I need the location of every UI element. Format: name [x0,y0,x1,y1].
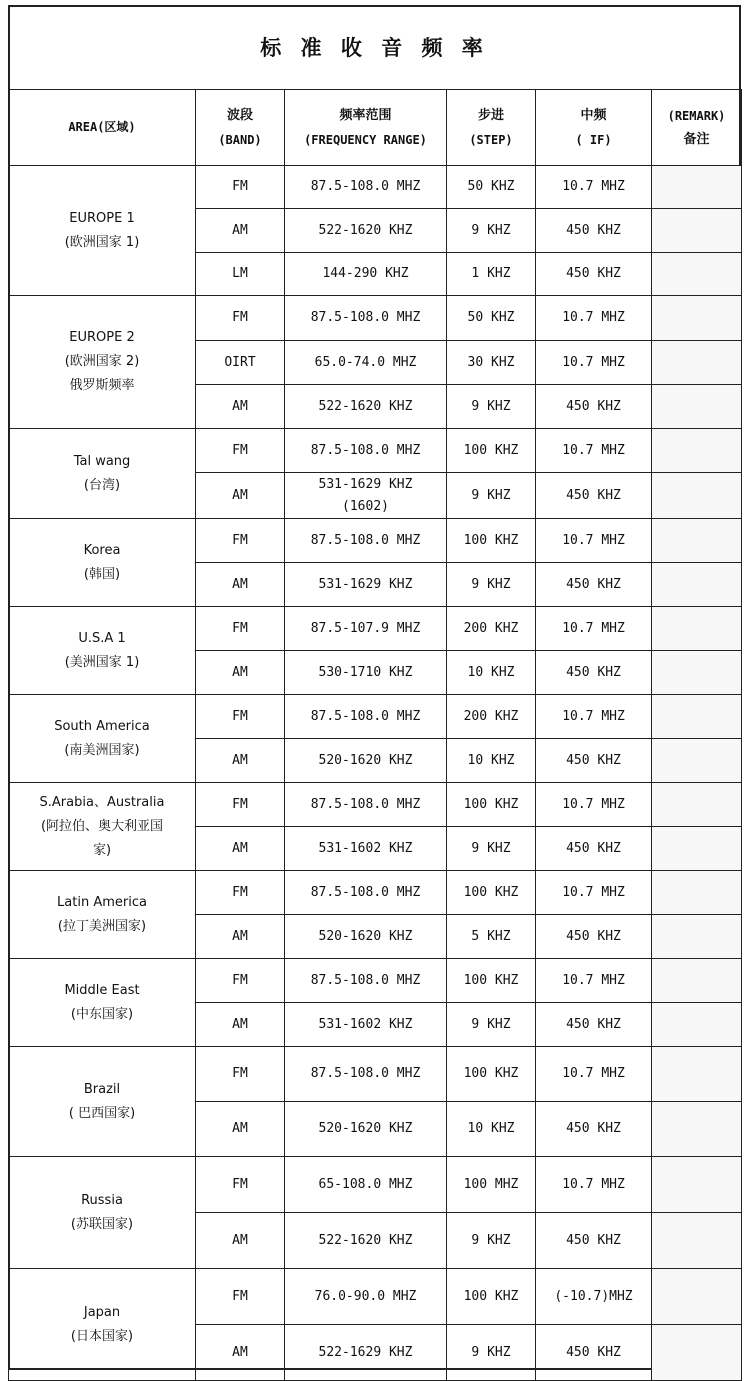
header-frequency-range: 频率范围 (FREQUENCY RANGE) [285,90,447,166]
band-cell: AM [196,827,285,871]
area-cell [9,607,196,695]
header-area: AREA(区域) [9,90,196,166]
if-cell: 450 KHZ [536,1102,652,1157]
area-line: 家) [92,842,112,858]
if-cell: (-10.7)MHZ [536,1269,652,1325]
area-cell [9,871,196,959]
remark-cell [652,607,742,651]
step-cell: 9 KHZ [447,1213,536,1269]
area-line: Japan [83,1304,121,1320]
frequency-range-cell: 520-1620 KHZ [285,1102,447,1157]
if-cell: 450 KHZ [536,827,652,871]
table-row [9,871,742,915]
header-if: 中频 ( IF) [536,90,652,166]
if-cell: 450 KHZ [536,209,652,253]
band-cell: FM [196,519,285,563]
band-cell: AM [196,473,285,519]
header-step: 步进 (STEP) [447,90,536,166]
if-cell: 450 KHZ [536,651,652,695]
step-cell: 200 KHZ [447,607,536,651]
area-line: Middle East [64,982,140,998]
step-cell: 9 KHZ [447,563,536,607]
if-cell: 10.7 MHZ [536,1047,652,1102]
frequency-range-cell: 87.5-108.0 MHZ [285,166,447,209]
table-row [9,1047,742,1102]
step-cell: 100 KHZ [447,871,536,915]
step-cell: 5 KHZ [447,915,536,959]
remark-cell [652,519,742,563]
area-line: Russia [81,1192,123,1208]
if-cell: 10.7 MHZ [536,959,652,1003]
frequency-range-cell: 87.5-108.0 MHZ [285,783,447,827]
remark-cell [652,871,742,915]
area-line: Tal wang [73,453,131,469]
band-cell: FM [196,166,285,209]
if-cell: 450 KHZ [536,1003,652,1047]
step-cell: 9 KHZ [447,1003,536,1047]
remark-cell [652,651,742,695]
band-cell: FM [196,429,285,473]
if-cell: 450 KHZ [536,739,652,783]
area-cell [9,1157,196,1269]
table-row [9,607,742,651]
table-row [9,783,742,827]
frequency-range-cell: 530-1710 KHZ [285,651,447,695]
if-cell: 450 KHZ [536,915,652,959]
header-remark: (REMARK) 备注 [652,90,742,166]
band-cell: AM [196,1213,285,1269]
remark-cell [652,296,742,341]
step-cell: 50 KHZ [447,166,536,209]
if-cell: 450 KHZ [536,253,652,296]
area-cell [9,1047,196,1157]
remark-cell [652,563,742,607]
band-cell: AM [196,1102,285,1157]
band-cell: FM [196,1047,285,1102]
table-row [9,519,742,563]
area-line: Latin America [57,894,147,910]
area-cell [9,429,196,519]
table-row [9,166,742,209]
step-cell: 30 KHZ [447,341,536,385]
band-cell: FM [196,783,285,827]
if-cell: 10.7 MHZ [536,519,652,563]
step-cell: 100 KHZ [447,959,536,1003]
if-cell: 450 KHZ [536,473,652,519]
band-cell: AM [196,1003,285,1047]
area-line: (阿拉伯、奥大利亚国 [40,818,164,834]
area-line: (拉丁美洲国家) [57,918,147,934]
frequency-range-cell: 522-1620 KHZ [285,1213,447,1269]
frequency-range-cell: 87.5-108.0 MHZ [285,519,447,563]
band-cell: AM [196,739,285,783]
area-line: (欧洲国家 2) [64,354,140,369]
frequency-range-cell: 87.5-108.0 MHZ [285,871,447,915]
if-cell: 10.7 MHZ [536,429,652,473]
area-cell [9,695,196,783]
remark-cell [652,827,742,871]
area-line: EUROPE 1 [69,210,135,226]
band-cell: AM [196,651,285,695]
band-cell: FM [196,871,285,915]
area-line: (美洲国家 1) [64,654,140,670]
frequency-range-cell: 65-108.0 MHZ [285,1157,447,1213]
frequency-range-cell: 87.5-108.0 MHZ [285,1047,447,1102]
step-cell: 100 MHZ [447,1157,536,1213]
if-cell: 450 KHZ [536,385,652,429]
band-cell: FM [196,959,285,1003]
step-cell: 200 KHZ [447,695,536,739]
band-cell: AM [196,1325,285,1381]
frequency-range-cell: 522-1620 KHZ [285,209,447,253]
step-cell: 100 KHZ [447,1269,536,1325]
remark-cell [652,915,742,959]
area-line: South America [54,718,150,734]
frequency-range-cell: 87.5-108.0 MHZ [285,429,447,473]
remark-cell [652,1003,742,1047]
table-row [9,959,742,1003]
frequency-range-cell: 87.5-108.0 MHZ [285,296,447,341]
if-cell: 450 KHZ [536,1213,652,1269]
frequency-range-cell: 531-1602 KHZ [285,1003,447,1047]
page-title: 标 准 收 音 频 率 [260,36,489,60]
table-row [9,1269,742,1325]
table-body [9,166,742,1381]
remark-cell [652,429,742,473]
header-row [9,90,742,166]
step-cell: 1 KHZ [447,253,536,296]
band-cell: FM [196,296,285,341]
remark-cell [652,1269,742,1325]
if-cell: 10.7 MHZ [536,871,652,915]
area-line: (中东国家) [70,1006,134,1022]
frequency-range-cell: 87.5-108.0 MHZ [285,959,447,1003]
area-line: (苏联国家) [70,1216,134,1232]
remark-cell [652,1047,742,1102]
area-cell [9,959,196,1047]
area-cell [9,519,196,607]
frequency-range-cell: 144-290 KHZ [285,253,447,296]
frequency-range-cell: 520-1620 KHZ [285,915,447,959]
remark-cell [652,253,742,296]
area-cell [9,1269,196,1381]
step-cell: 100 KHZ [447,1047,536,1102]
table-row [9,1157,742,1213]
if-cell: 10.7 MHZ [536,783,652,827]
band-cell: FM [196,695,285,739]
area-line: (南美洲国家) [64,742,140,758]
area-cell [9,783,196,871]
remark-cell [652,1325,742,1381]
if-cell: 10.7 MHZ [536,341,652,385]
step-cell: 9 KHZ [447,1325,536,1381]
frequency-range-cell: 522-1629 KHZ [285,1325,447,1381]
step-cell: 9 KHZ [447,209,536,253]
band-cell: FM [196,1269,285,1325]
table-row [9,695,742,739]
remark-cell [652,1157,742,1213]
area-line: U.S.A 1 [78,630,126,646]
frequency-range-cell: 87.5-108.0 MHZ [285,695,447,739]
step-cell: 100 KHZ [447,783,536,827]
frequency-range-cell: 76.0-90.0 MHZ [285,1269,447,1325]
remark-cell [652,739,742,783]
if-cell: 10.7 MHZ [536,296,652,341]
area-line: 俄罗斯频率 [69,378,135,393]
remark-cell [652,209,742,253]
frequency-range-cell: 531-1629 KHZ [285,563,447,607]
remark-cell [652,473,742,519]
remark-cell [652,1102,742,1157]
remark-cell [652,783,742,827]
band-cell: FM [196,607,285,651]
step-cell: 9 KHZ [447,385,536,429]
step-cell: 50 KHZ [447,296,536,341]
band-cell: AM [196,385,285,429]
step-cell: 9 KHZ [447,827,536,871]
remark-cell [652,695,742,739]
band-cell: AM [196,915,285,959]
remark-cell [652,959,742,1003]
step-cell: 10 KHZ [447,739,536,783]
area-cell [9,296,196,429]
area-line: (韩国) [83,566,121,582]
if-cell: 10.7 MHZ [536,1157,652,1213]
if-cell: 10.7 MHZ [536,166,652,209]
frequency-range-cell: 87.5-107.9 MHZ [285,607,447,651]
step-cell: 10 KHZ [447,651,536,695]
table-row [9,296,742,341]
remark-cell [652,385,742,429]
area-line: EUROPE 2 [69,330,135,345]
area-line: (日本国家) [70,1328,134,1344]
if-cell: 10.7 MHZ [536,695,652,739]
area-line: Brazil [83,1081,121,1097]
table-row [9,429,742,473]
header-band: 波段 (BAND) [196,90,285,166]
band-cell: FM [196,1157,285,1213]
band-cell: LM [196,253,285,296]
area-line: (台湾) [83,477,121,493]
frequency-range-cell: 522-1620 KHZ [285,385,447,429]
area-cell [9,166,196,296]
step-cell: 10 KHZ [447,1102,536,1157]
frequency-range-cell: 65.0-74.0 MHZ [285,341,447,385]
area-line: ( 巴西国家) [68,1105,136,1121]
step-cell: 100 KHZ [447,519,536,563]
area-line: (欧洲国家 1) [64,234,140,250]
area-line: S.Arabia、Australia [39,794,165,810]
band-cell: OIRT [196,341,285,385]
frequency-table [8,89,742,1381]
step-cell: 9 KHZ [447,473,536,519]
remark-cell [652,166,742,209]
step-cell: 100 KHZ [447,429,536,473]
area-line: Korea [83,542,121,558]
band-cell: AM [196,563,285,607]
frequency-range-cell: 520-1620 KHZ [285,739,447,783]
if-cell: 450 KHZ [536,1325,652,1381]
remark-cell [652,341,742,385]
frequency-range-cell: 531-1629 KHZ (1602) [285,473,447,519]
if-cell: 450 KHZ [536,563,652,607]
if-cell: 10.7 MHZ [536,607,652,651]
remark-cell [652,1213,742,1269]
band-cell: AM [196,209,285,253]
frequency-range-cell: 531-1602 KHZ [285,827,447,871]
